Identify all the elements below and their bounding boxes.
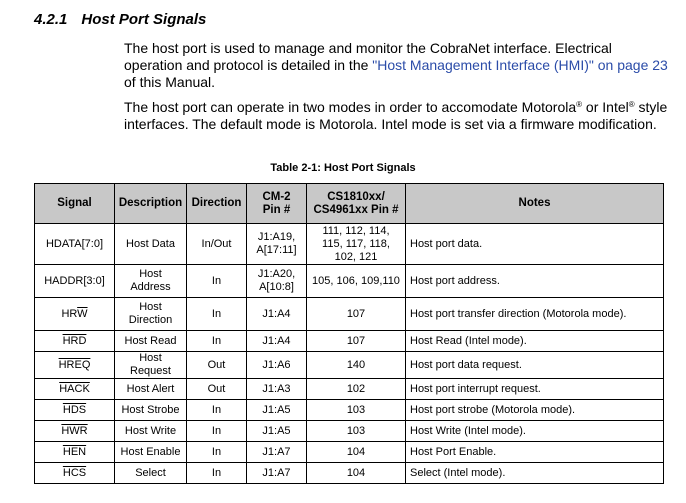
cell-direction: In	[187, 442, 247, 463]
signal-overlined: $\overline{HDS}$	[62, 403, 87, 416]
cell-cs-pin: 107	[307, 331, 406, 352]
table-header-row	[35, 184, 664, 224]
table-caption: Table 2-1: Host Port Signals	[270, 162, 416, 174]
cell-direction: Out	[187, 352, 247, 379]
cell-signal	[35, 379, 115, 400]
signal-overlined: HREQ	[58, 358, 91, 371]
signal-part: HR	[61, 307, 78, 320]
cell-cm2-pin: J1:A6	[247, 352, 307, 379]
intro-text: The host port can operate in two modes in order to accomodate Motorola	[124, 99, 577, 115]
section-title: Host Port Signals	[81, 11, 207, 28]
cell-cs-pin	[307, 224, 406, 265]
cell-cs-pin: 102	[307, 379, 406, 400]
cell-notes: Host Read (Intel mode).	[406, 331, 664, 352]
cell-cm2-pin	[247, 224, 307, 265]
table-row	[35, 421, 664, 442]
cell-notes: Select (Intel mode).	[406, 463, 664, 484]
cell-cs-pin: 107	[307, 298, 406, 331]
cell-direction: In	[187, 400, 247, 421]
cell-line: 102, 121	[334, 250, 378, 263]
cell-description: Host Enable	[115, 442, 187, 463]
intro-text: or Intel	[582, 99, 629, 115]
cell-direction: Out	[187, 379, 247, 400]
cell-description: Host Alert	[115, 379, 187, 400]
cell-description: Host Write	[115, 421, 187, 442]
table-row	[35, 463, 664, 484]
cell-description: Host Request	[115, 352, 187, 379]
cell-notes: Host port data request.	[406, 352, 664, 379]
header-line: CS1810xx/	[327, 190, 385, 203]
cell-description: Select	[115, 463, 187, 484]
cell-cm2-pin: J1:A7	[247, 463, 307, 484]
cell-direction: In	[187, 331, 247, 352]
cell-line: 115, 117, 118,	[322, 237, 390, 250]
intro-text: The host port is used to manage and monitor the CobraNet interface. Electrical operation and protocol is detailed in the	[124, 40, 612, 73]
signal-overlined: $\overline{HEN}$	[62, 445, 87, 458]
cell-direction: In	[187, 265, 247, 298]
cell-notes: Host port transfer direction (Motorola mode).	[406, 298, 664, 331]
cell-line: A[17:11]	[256, 244, 297, 256]
table-row	[35, 400, 664, 421]
cell-line: Host	[139, 301, 162, 313]
cell-line: 111, 112, 114,	[322, 224, 390, 237]
cell-notes: Host port data.	[406, 224, 664, 265]
header-line: CS4961xx Pin #	[313, 203, 399, 216]
table-row	[35, 265, 664, 298]
registered-mark: ®	[576, 100, 583, 109]
cell-cs-pin: 105, 106, 109,110	[307, 265, 406, 298]
cell-cs-pin: 103	[307, 421, 406, 442]
cell-signal: HDATA[7:0]	[35, 224, 115, 265]
section-number: 4.2.1	[34, 11, 68, 28]
cell-cm2-pin: J1:A5	[247, 421, 307, 442]
cell-signal	[35, 331, 115, 352]
intro-text: style interfaces. The default mode is Motorola. Intel mode is set via a firmware modification.	[124, 99, 668, 132]
cell-signal	[35, 442, 115, 463]
cell-description: Host Read	[115, 331, 187, 352]
cell-line: Direction	[128, 314, 173, 326]
table-row	[35, 352, 664, 379]
cell-cs-pin: 104	[307, 463, 406, 484]
cell-notes: Host port interrupt request.	[406, 379, 664, 400]
header-line: CM-2	[262, 190, 291, 203]
cell-description	[115, 298, 187, 331]
cell-cs-pin: 104	[307, 442, 406, 463]
cell-cs-pin: 140	[307, 352, 406, 379]
cell-line: J1:A20,	[257, 268, 296, 280]
cell-signal	[35, 298, 115, 331]
signal-overlined: $\overline{HWR}$	[61, 424, 88, 437]
registered-mark: ®	[628, 100, 635, 109]
table-row	[35, 224, 664, 265]
header-cm2-pin	[247, 184, 307, 224]
section-heading	[34, 11, 206, 28]
table-row	[35, 331, 664, 352]
cell-cm2-pin: J1:A4	[247, 331, 307, 352]
table-row	[35, 298, 664, 331]
host-port-signals-table	[34, 183, 664, 484]
cell-notes: Host port strobe (Motorola mode).	[406, 400, 664, 421]
signal-overlined: HACK	[59, 382, 90, 395]
cell-direction: In	[187, 421, 247, 442]
cell-line: A[10:8]	[259, 281, 294, 293]
hmi-link[interactable]: "Host Management Interface (HMI)" on page 23	[372, 57, 668, 73]
cell-description: Host Address	[115, 265, 187, 298]
cell-signal: HADDR[3:0]	[35, 265, 115, 298]
header-direction: Direction	[187, 184, 247, 224]
cell-cs-pin: 103	[307, 400, 406, 421]
signal-part-overlined: $\overline{W}$	[77, 307, 88, 320]
cell-description: Host Data	[115, 224, 187, 265]
intro-text: of this Manual.	[124, 74, 216, 90]
cell-direction: In/Out	[187, 224, 247, 265]
cell-notes: Host port address.	[406, 265, 664, 298]
table-row	[35, 379, 664, 400]
cell-signal	[35, 421, 115, 442]
cell-cm2-pin	[247, 265, 307, 298]
header-description: Description	[115, 184, 187, 224]
cell-line: J1:A19,	[257, 231, 296, 243]
cell-notes: Host Write (Intel mode).	[406, 421, 664, 442]
cell-signal	[35, 352, 115, 379]
cell-description: Host Strobe	[115, 400, 187, 421]
cell-signal	[35, 400, 115, 421]
cell-signal	[35, 463, 115, 484]
header-signal: Signal	[35, 184, 115, 224]
signal-overlined: $\overline{HRD}$	[62, 334, 87, 347]
intro-paragraph-2	[124, 99, 669, 133]
header-cs-pin	[307, 184, 406, 224]
intro-paragraph-1	[124, 40, 669, 91]
header-line: Pin #	[262, 203, 291, 216]
signal-overlined: $\overline{HCS}$	[62, 466, 87, 479]
cell-cm2-pin: J1:A5	[247, 400, 307, 421]
cell-notes: Host Port Enable.	[406, 442, 664, 463]
cell-direction: In	[187, 298, 247, 331]
cell-cm2-pin: J1:A3	[247, 379, 307, 400]
cell-direction: In	[187, 463, 247, 484]
cell-cm2-pin: J1:A4	[247, 298, 307, 331]
header-notes: Notes	[406, 184, 664, 224]
cell-cm2-pin: J1:A7	[247, 442, 307, 463]
table-row	[35, 442, 664, 463]
